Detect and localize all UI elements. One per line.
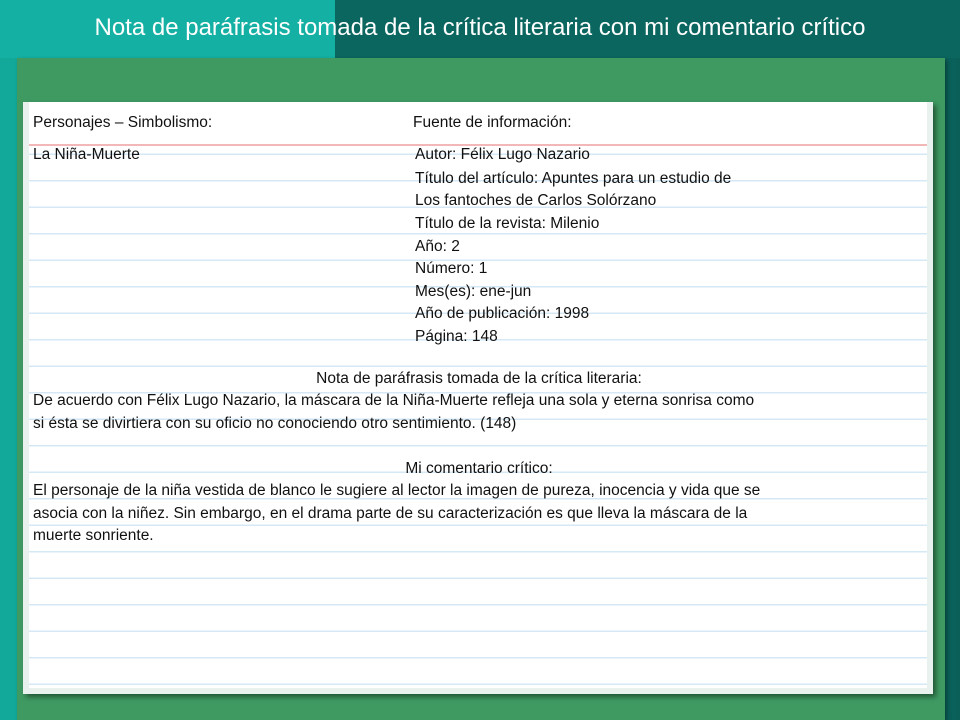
right-heading: Fuente de información: (413, 114, 572, 131)
note-card (23, 102, 933, 694)
source-line: Número: 1 (415, 260, 488, 277)
paraphrase-heading: Nota de paráfrasis tomada de la crítica literaria: (316, 370, 642, 387)
source-line: Mes(es): ene-jun (415, 283, 532, 300)
source-line: Autor: Félix Lugo Nazario (415, 146, 590, 163)
comment-line: asocia con la niñez. Sin embargo, en el drama parte de su caracterización es que lleva la máscara de la (33, 505, 748, 522)
source-line: Título de la revista: Milenio (415, 215, 600, 232)
left-heading: Personajes – Simbolismo: (33, 114, 213, 131)
source-line: Página: 148 (415, 328, 498, 345)
comment-line: El personaje de la niña vestida de blanco le sugiere al lector la imagen de pureza, inocencia y vida que se (33, 482, 761, 499)
source-line: Año: 2 (415, 238, 460, 255)
paraphrase-line: De acuerdo con Félix Lugo Nazario, la máscara de la Niña-Muerte refleja una sola y eterna sonrisa como (33, 392, 755, 409)
paraphrase-line: si ésta se divirtiera con su oficio no conociendo otro sentimiento. (148) (33, 415, 517, 432)
slide-title: Nota de paráfrasis tomada de la crítica literaria con mi comentario crítico (94, 14, 866, 41)
character-name: La Niña-Muerte (33, 146, 140, 163)
source-line: Título del artículo: Apuntes para un estudio de (415, 170, 732, 187)
comment-heading: Mi comentario crítico: (405, 460, 553, 477)
header-bar (0, 0, 960, 58)
source-line: Los fantoches de Carlos Solórzano (415, 192, 657, 209)
comment-line: muerte sonriente. (33, 527, 154, 544)
source-line: Año de publicación: 1998 (415, 305, 590, 322)
